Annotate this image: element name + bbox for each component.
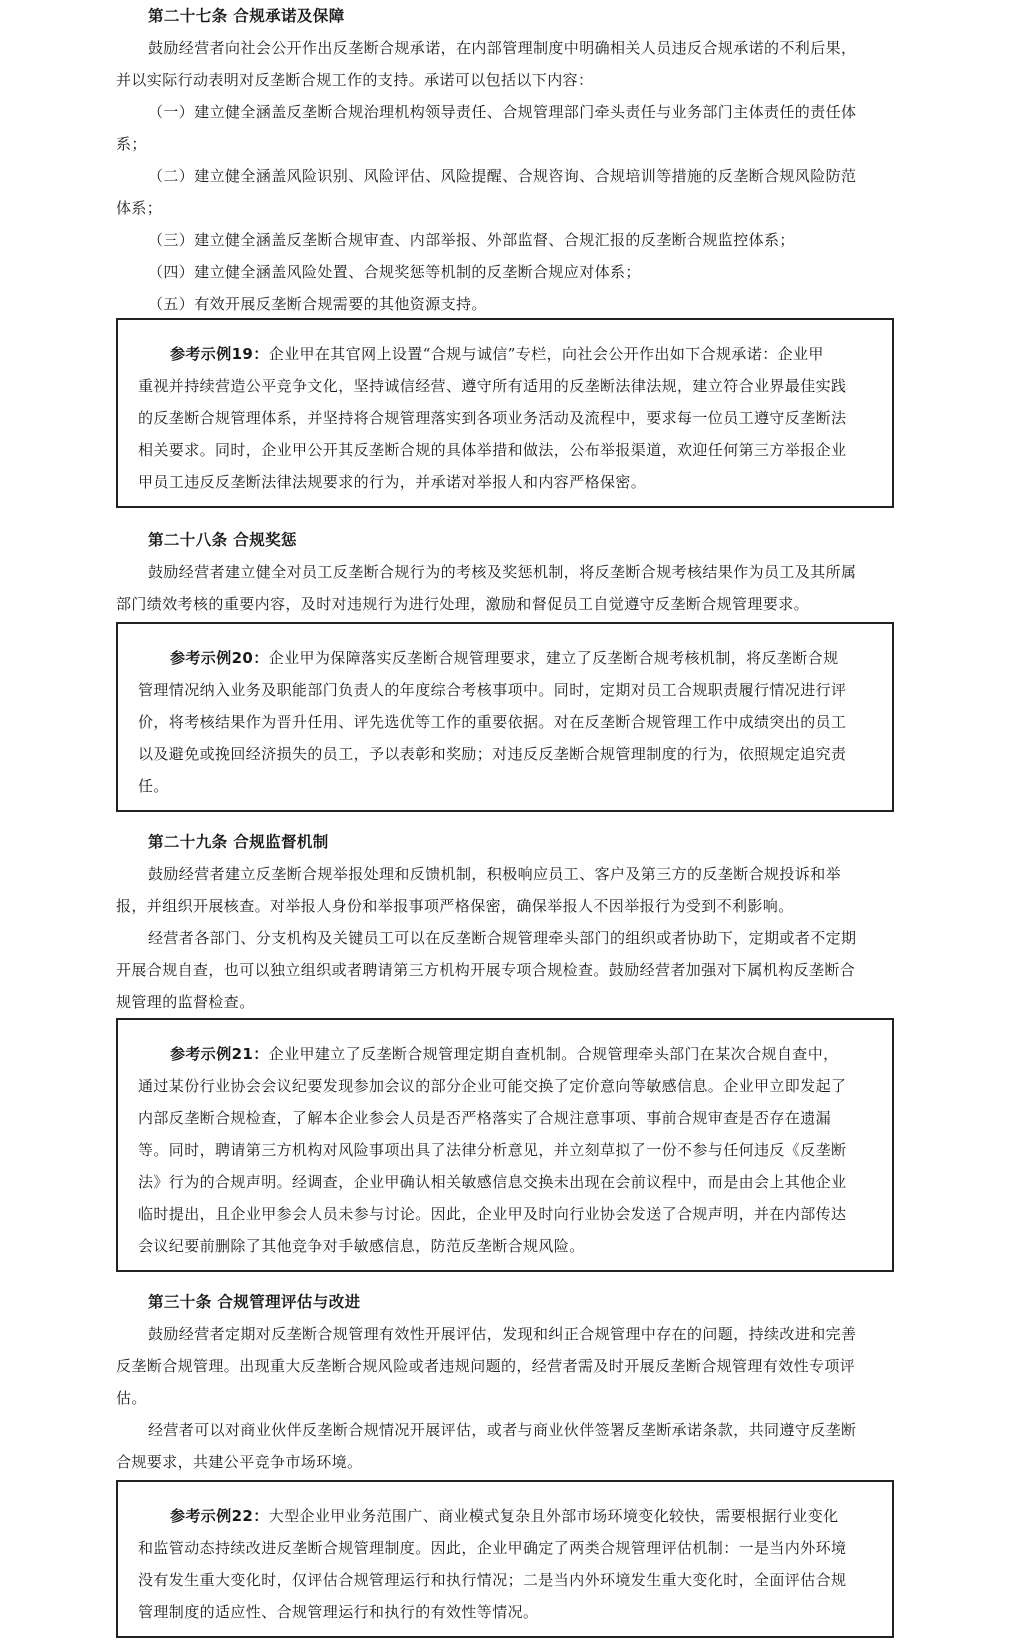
list-item-continuation: 体系； (116, 199, 163, 217)
article-30 (116, 1286, 896, 1478)
paragraph-line: 经营者可以对商业伙伴反垄断合规情况开展评估，或者与商业伙伴签署反垄断承诺条款，共同遵守反垄断 (148, 1421, 857, 1439)
example-line: 任。 (138, 777, 169, 795)
example-20-box (116, 622, 894, 812)
article-29-title: 第二十九条 合规监督机制 (148, 833, 329, 851)
example-line: 会议纪要前删除了其他竞争对手敏感信息，防范反垄断合规风险。 (138, 1237, 585, 1255)
example-line (138, 1500, 874, 1532)
paragraph-line: 估。 (116, 1389, 147, 1407)
paragraph-line: 鼓励经营者定期对反垄断合规管理有效性开展评估，发现和纠正合规管理中存在的问题，持续改进和完善 (148, 1325, 857, 1343)
example-text: 企业甲为保障落实反垄断合规管理要求，建立了反垄断合规考核机制，将反垄断合规 (268, 649, 839, 667)
example-line: 通过某份行业协会会议纪要发现参加会议的部分企业可能交换了定价意向等敏感信息。企业甲立即发起了 (138, 1077, 847, 1095)
list-item: （二）建立健全涵盖风险识别、风险评估、风险提醒、合规咨询、合规培训等措施的反垄断合规风险防范 (148, 167, 857, 185)
example-text: 大型企业甲业务范围广、商业模式复杂且外部市场环境变化较快，需要根据行业变化 (268, 1507, 839, 1525)
example-line: 管理情况纳入业务及职能部门负责人的年度综合考核事项中。同时，定期对员工合规职责履行情况进行评 (138, 681, 847, 699)
example-21-box (116, 1018, 894, 1272)
list-item: （四）建立健全涵盖风险处置、合规奖惩等机制的反垄断合规应对体系； (148, 263, 641, 281)
example-22-box (116, 1480, 894, 1638)
paragraph-line: 反垄断合规管理。出现重大反垄断合规风险或者违规问题的，经营者需及时开展反垄断合规管理有效性专项评 (116, 1357, 856, 1375)
list-item-continuation: 系； (116, 135, 147, 153)
example-22-label: 参考示例22： (170, 1507, 269, 1525)
article-27-title: 第二十七条 合规承诺及保障 (148, 7, 345, 25)
paragraph-line: 合规要求，共建公平竞争市场环境。 (116, 1453, 363, 1471)
article-29 (116, 826, 896, 1018)
paragraph-line: 开展合规自查，也可以独立组织或者聘请第三方机构开展专项合规检查。鼓励经营者加强对下属机构反垄断合 (116, 961, 856, 979)
example-text: 企业甲建立了反垄断合规管理定期自查机制。合规管理牵头部门在某次合规自查中， (268, 1045, 839, 1063)
paragraph-line: 鼓励经营者建立反垄断合规举报处理和反馈机制，积极响应员工、客户及第三方的反垄断合规投诉和举 (148, 865, 842, 883)
list-item: （三）建立健全涵盖反垄断合规审查、内部举报、外部监督、合规汇报的反垄断合规监控体系； (148, 231, 795, 249)
example-line: 法》行为的合规声明。经调查，企业甲确认相关敏感信息交换未出现在会前议程中，而是由会上其他企业 (138, 1173, 847, 1191)
paragraph-line: 鼓励经营者向社会公开作出反垄断合规承诺，在内部管理制度中明确相关人员违反合规承诺的不利后果， (148, 39, 857, 57)
article-28-title: 第二十八条 合规奖惩 (148, 531, 297, 549)
example-line: 等。同时，聘请第三方机构对风险事项出具了法律分析意见，并立刻草拟了一份不参与任何违反《反垄断 (138, 1141, 847, 1159)
list-item: （一）建立健全涵盖反垄断合规治理机构领导责任、合规管理部门牵头责任与业务部门主体责任的责任体 (148, 103, 857, 121)
example-line (138, 642, 874, 674)
paragraph-line: 报，并组织开展核查。对举报人身份和举报事项严格保密，确保举报人不因举报行为受到不利影响。 (116, 897, 794, 915)
article-27 (116, 0, 896, 320)
example-line (138, 338, 874, 370)
example-line: 价，将考核结果作为晋升任用、评先选优等工作的重要依据。对在反垄断合规管理工作中成绩突出的员工 (138, 713, 847, 731)
example-text: 企业甲在其官网上设置“合规与诚信”专栏，向社会公开作出如下合规承诺：企业甲 (268, 345, 824, 363)
example-21-label: 参考示例21： (170, 1045, 269, 1063)
example-line: 甲员工违反反垄断法律法规要求的行为，并承诺对举报人和内容严格保密。 (138, 473, 647, 491)
paragraph-line: 经营者各部门、分支机构及关键员工可以在反垄断合规管理牵头部门的组织或者协助下，定期或者不定期 (148, 929, 857, 947)
paragraph-line: 鼓励经营者建立健全对员工反垄断合规行为的考核及奖惩机制，将反垄断合规考核结果作为员工及其所属 (148, 563, 857, 581)
example-19-label: 参考示例19： (170, 345, 269, 363)
example-line: 和监管动态持续改进反垄断合规管理制度。因此，企业甲确定了两类合规管理评估机制：一是当内外环境 (138, 1539, 847, 1557)
example-line: 重视并持续营造公平竞争文化，坚持诚信经营、遵守所有适用的反垄断法律法规，建立符合业界最佳实践 (138, 377, 847, 395)
list-item: （五）有效开展反垄断合规需要的其他资源支持。 (148, 295, 487, 313)
example-line: 没有发生重大变化时，仅评估合规管理运行和执行情况；二是当内外环境发生重大变化时，全面评估合规 (138, 1571, 847, 1589)
article-30-title: 第三十条 合规管理评估与改进 (148, 1293, 361, 1311)
article-28 (116, 524, 896, 620)
paragraph-line: 规管理的监督检查。 (116, 993, 255, 1011)
example-line: 管理制度的适应性、合规管理运行和执行的有效性等情况。 (138, 1603, 539, 1621)
paragraph-line: 并以实际行动表明对反垄断合规工作的支持。承诺可以包括以下内容： (116, 71, 594, 89)
example-20-label: 参考示例20： (170, 649, 269, 667)
example-line: 的反垄断合规管理体系，并坚持将合规管理落实到各项业务活动及流程中，要求每一位员工遵守反垄断法 (138, 409, 847, 427)
example-line: 相关要求。同时，企业甲公开其反垄断合规的具体举措和做法，公布举报渠道，欢迎任何第三方举报企业 (138, 441, 847, 459)
example-line (138, 1038, 874, 1070)
example-line: 内部反垄断合规检查，了解本企业参会人员是否严格落实了合规注意事项、事前合规审查是否存在遗漏 (138, 1109, 832, 1127)
paragraph-line: 部门绩效考核的重要内容，及时对违规行为进行处理，激励和督促员工自觉遵守反垄断合规管理要求。 (116, 595, 810, 613)
example-line: 临时提出，且企业甲参会人员未参与讨论。因此，企业甲及时向行业协会发送了合规声明，并在内部传达 (138, 1205, 847, 1223)
example-19-box (116, 318, 894, 508)
example-line: 以及避免或挽回经济损失的员工，予以表彰和奖励；对违反反垄断合规管理制度的行为，依照规定追究责 (138, 745, 847, 763)
